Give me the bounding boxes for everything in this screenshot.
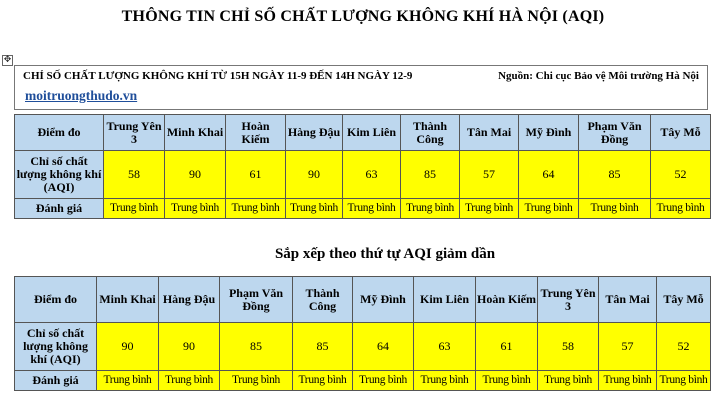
station-name: Tây Mỗ bbox=[657, 277, 711, 323]
rating-value: Trung bình bbox=[579, 199, 651, 219]
aqi-value: 61 bbox=[476, 323, 538, 371]
aqi-value: 58 bbox=[104, 151, 165, 199]
aqi-row-label: Chỉ số chất lượng không khí (AQI) bbox=[15, 323, 97, 371]
rating-value: Trung bình bbox=[476, 371, 538, 391]
rating-value: Trung bình bbox=[651, 199, 711, 219]
sorted-section-title: Sắp xếp theo thứ tự AQI giảm dần bbox=[274, 246, 496, 262]
aqi-value: 52 bbox=[657, 323, 711, 371]
station-name: Tây Mỗ bbox=[651, 115, 711, 151]
rating-row-label: Đánh giá bbox=[15, 371, 97, 391]
station-name: Phạm Văn Đồng bbox=[220, 277, 293, 323]
aqi-value: 64 bbox=[353, 323, 414, 371]
rating-row bbox=[15, 199, 711, 219]
station-name: Hàng Đậu bbox=[286, 115, 343, 151]
aqi-value: 85 bbox=[293, 323, 353, 371]
rating-row bbox=[15, 371, 711, 391]
rating-value: Trung bình bbox=[401, 199, 460, 219]
measurement-period: CHỈ SỐ CHẤT LƯỢNG KHÔNG KHÍ TỪ 15H NGÀY 11-9 ĐẾN 14H NGÀY 12-9 bbox=[23, 70, 413, 82]
page-title: THÔNG TIN CHỈ SỐ CHẤT LƯỢNG KHÔNG KHÍ HÀ NỘI (AQI) bbox=[121, 8, 605, 25]
aqi-value: 90 bbox=[97, 323, 159, 371]
station-name: Trung Yên 3 bbox=[538, 277, 599, 323]
station-name: Minh Khai bbox=[165, 115, 226, 151]
aqi-value: 85 bbox=[220, 323, 293, 371]
station-name: Tân Mai bbox=[599, 277, 657, 323]
aqi-value: 63 bbox=[414, 323, 476, 371]
station-header-row bbox=[15, 115, 711, 151]
aqi-value: 52 bbox=[651, 151, 711, 199]
rating-value: Trung bình bbox=[293, 371, 353, 391]
station-name: Hoàn Kiếm bbox=[226, 115, 286, 151]
rating-row-label: Đánh giá bbox=[15, 199, 104, 219]
aqi-value: 90 bbox=[286, 151, 343, 199]
station-name: Tân Mai bbox=[460, 115, 519, 151]
aqi-value: 63 bbox=[343, 151, 401, 199]
rating-value: Trung bình bbox=[97, 371, 159, 391]
data-source: Nguồn: Chi cục Bảo vệ Môi trường Hà Nội bbox=[498, 70, 699, 82]
station-name: Kim Liên bbox=[343, 115, 401, 151]
aqi-value: 61 bbox=[226, 151, 286, 199]
rating-value: Trung bình bbox=[599, 371, 657, 391]
station-name: Mỹ Đình bbox=[519, 115, 579, 151]
rating-value: Trung bình bbox=[460, 199, 519, 219]
aqi-value: 64 bbox=[519, 151, 579, 199]
aqi-value: 85 bbox=[579, 151, 651, 199]
station-name: Hàng Đậu bbox=[159, 277, 220, 323]
rating-value: Trung bình bbox=[286, 199, 343, 219]
rating-value: Trung bình bbox=[226, 199, 286, 219]
aqi-value: 85 bbox=[401, 151, 460, 199]
aqi-value: 90 bbox=[159, 323, 220, 371]
aqi-row-label: Chỉ số chất lượng không khí (AQI) bbox=[15, 151, 104, 199]
station-name: Hoàn Kiếm bbox=[476, 277, 538, 323]
info-box bbox=[14, 65, 708, 110]
aqi-value: 57 bbox=[599, 323, 657, 371]
station-column-label: Điểm đo bbox=[15, 277, 97, 323]
table-move-handle-icon[interactable]: ✥ bbox=[3, 55, 12, 65]
website-link[interactable]: moitruongthudo.vn bbox=[25, 88, 138, 103]
station-name: Thành Công bbox=[293, 277, 353, 323]
station-name: Phạm Văn Đồng bbox=[579, 115, 651, 151]
station-column-label: Điểm đo bbox=[15, 115, 104, 151]
aqi-value-row bbox=[15, 151, 711, 199]
rating-value: Trung bình bbox=[538, 371, 599, 391]
rating-value: Trung bình bbox=[159, 371, 220, 391]
station-header-row bbox=[15, 277, 711, 323]
aqi-sorted-table bbox=[14, 276, 711, 391]
rating-value: Trung bình bbox=[353, 371, 414, 391]
rating-value: Trung bình bbox=[519, 199, 579, 219]
rating-value: Trung bình bbox=[414, 371, 476, 391]
aqi-value: 90 bbox=[165, 151, 226, 199]
station-name: Thành Công bbox=[401, 115, 460, 151]
rating-value: Trung bình bbox=[104, 199, 165, 219]
station-name: Kim Liên bbox=[414, 277, 476, 323]
rating-value: Trung bình bbox=[657, 371, 711, 391]
station-name: Mỹ Đình bbox=[353, 277, 414, 323]
rating-value: Trung bình bbox=[165, 199, 226, 219]
aqi-value-row bbox=[15, 323, 711, 371]
station-name: Minh Khai bbox=[97, 277, 159, 323]
rating-value: Trung bình bbox=[220, 371, 293, 391]
aqi-value: 58 bbox=[538, 323, 599, 371]
station-name: Trung Yên 3 bbox=[104, 115, 165, 151]
aqi-table bbox=[14, 114, 711, 219]
rating-value: Trung bình bbox=[343, 199, 401, 219]
aqi-value: 57 bbox=[460, 151, 519, 199]
